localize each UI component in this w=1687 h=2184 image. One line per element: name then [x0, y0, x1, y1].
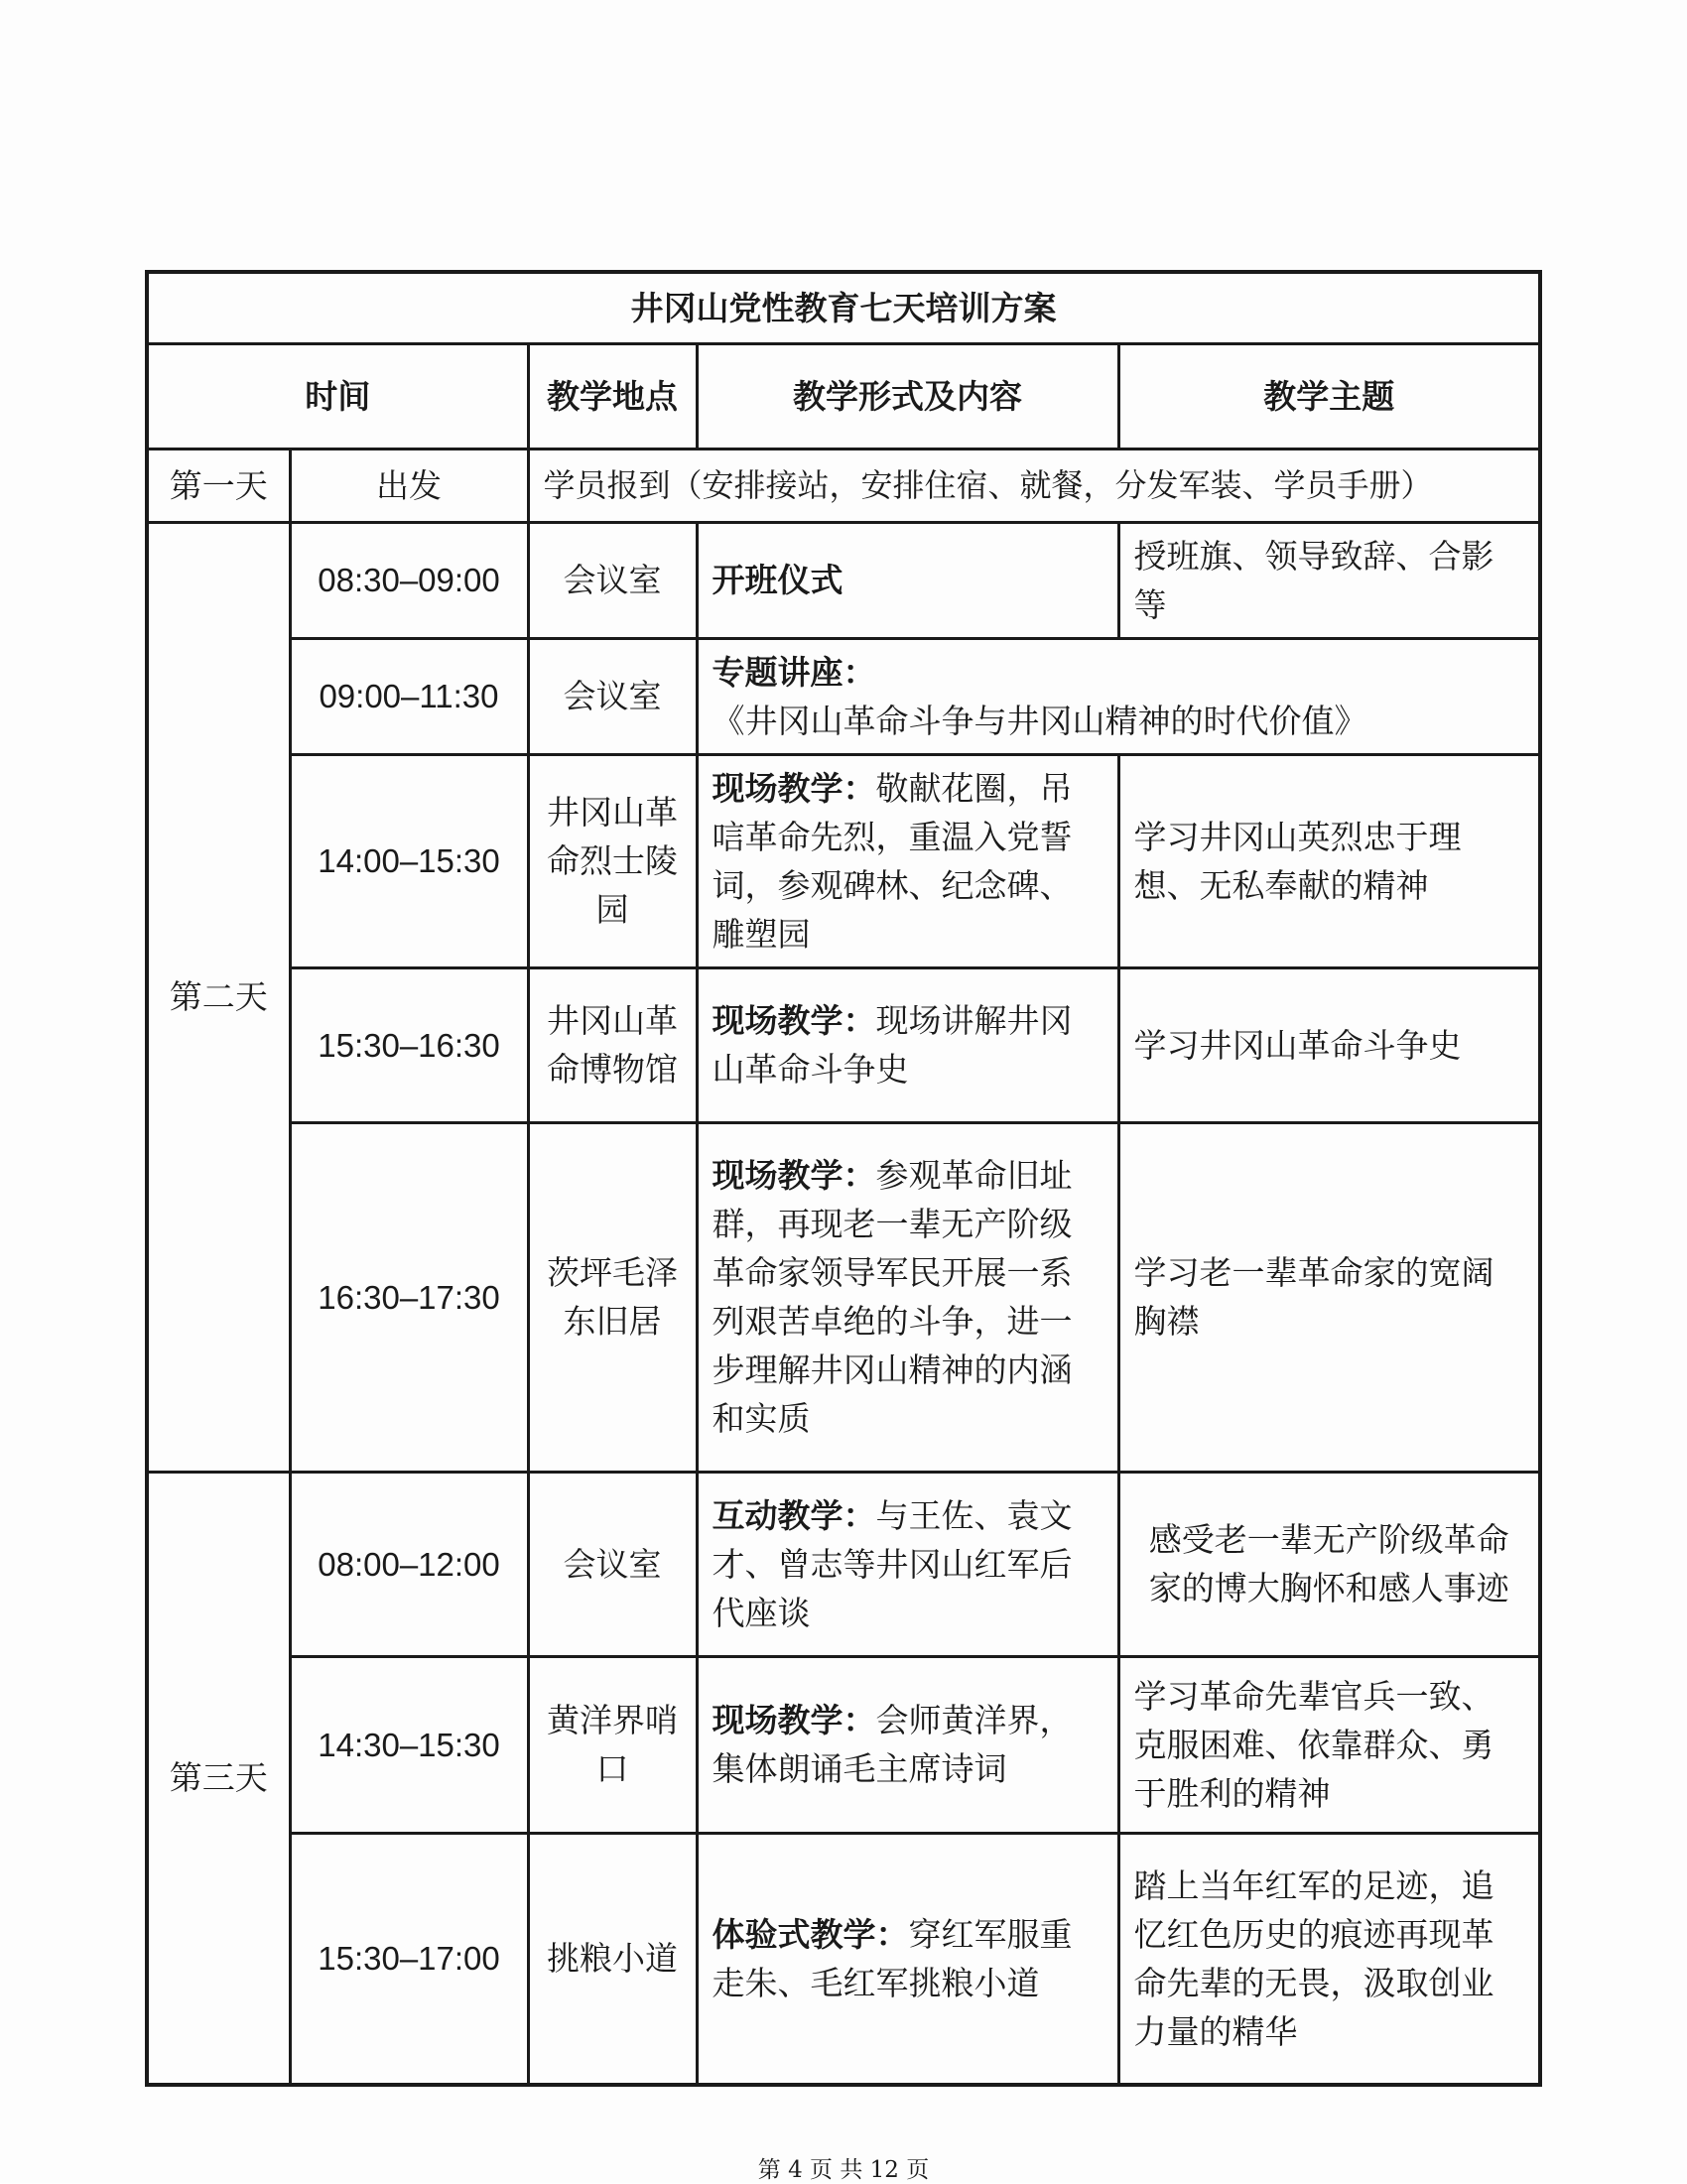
- title-row: [147, 272, 1540, 343]
- table-row: [147, 449, 1540, 522]
- form-text: 现场讲解井冈山革命斗争史: [712, 1001, 1073, 1089]
- content-cell: 学员报到（安排接站，安排住宿、就餐，分发军装、学员手册）: [528, 449, 1540, 522]
- form-label: 现场教学：: [712, 1001, 876, 1040]
- theme-cell: 踏上当年红军的足迹，追忆红色历史的痕迹再现革命先辈的无畏，汲取创业力量的精华: [1118, 1833, 1540, 2085]
- form-cell: [697, 522, 1118, 638]
- time-cell: 09:00–11:30: [290, 638, 528, 754]
- form-text: 会师黄洋界，集体朗诵毛主席诗词: [712, 1701, 1073, 1788]
- theme-cell: 授班旗、领导致辞、合影等: [1118, 522, 1540, 638]
- form-text: 穿红军服重走朱、毛红军挑粮小道: [712, 1914, 1073, 2002]
- form-cell: [697, 638, 1540, 754]
- form-label: 互动教学：: [712, 1495, 876, 1535]
- location-cell: 茨坪毛泽东旧居: [528, 1122, 697, 1472]
- location-cell: 会议室: [528, 522, 697, 638]
- training-plan-table: [145, 270, 1542, 2087]
- theme-cell: 学习井冈山革命斗争史: [1118, 967, 1540, 1122]
- table-row: [147, 1122, 1540, 1472]
- location-cell: 会议室: [528, 638, 697, 754]
- table-row: [147, 754, 1540, 967]
- table-title: 井冈山党性教育七天培训方案: [147, 272, 1540, 343]
- form-label: 现场教学：: [712, 1701, 876, 1739]
- form-cell: [697, 1472, 1118, 1656]
- table-row: [147, 1472, 1540, 1656]
- day-label: 第一天: [147, 449, 290, 522]
- location-cell: 井冈山革命博物馆: [528, 967, 697, 1122]
- table-row: [147, 638, 1540, 754]
- form-cell: [697, 1833, 1118, 2085]
- form-label: 开班仪式: [712, 561, 844, 599]
- form-cell: [697, 754, 1118, 967]
- form-label: 现场教学：: [712, 1156, 876, 1195]
- location-cell: 会议室: [528, 1472, 697, 1656]
- time-cell: 14:00–15:30: [290, 754, 528, 967]
- table-row: [147, 522, 1540, 638]
- theme-cell: 感受老一辈无产阶级革命家的博大胸怀和感人事迹: [1118, 1472, 1540, 1656]
- header-location: 教学地点: [528, 343, 697, 449]
- time-cell: 16:30–17:30: [290, 1122, 528, 1472]
- time-cell: 08:30–09:00: [290, 522, 528, 638]
- header-time: 时间: [147, 343, 528, 449]
- form-text: 参观革命旧址群，再现老一辈无产阶级革命家领导军民开展一系列艰苦卓绝的斗争，进一步理解井冈山精神的内涵和实质: [712, 1156, 1073, 1438]
- header-form: 教学形式及内容: [697, 343, 1118, 449]
- header-row: [147, 343, 1540, 449]
- form-cell: [697, 1656, 1118, 1833]
- table-row: [147, 1656, 1540, 1833]
- time-cell: 08:00–12:00: [290, 1472, 528, 1656]
- location-cell: 井冈山革命烈士陵园: [528, 754, 697, 967]
- time-cell: 15:30–17:00: [290, 1833, 528, 2085]
- page-footer: 第 4 页 共 12 页: [757, 2157, 930, 2183]
- location-cell: 挑粮小道: [528, 1833, 697, 2085]
- theme-cell: 学习老一辈革命家的宽阔胸襟: [1118, 1122, 1540, 1472]
- form-label: 专题讲座：: [712, 652, 876, 692]
- form-cell: [697, 1122, 1118, 1472]
- time-cell: 出发: [290, 449, 528, 522]
- form-label: 现场教学：: [712, 768, 876, 808]
- form-cell: [697, 967, 1118, 1122]
- form-text: 敬献花圈，吊唁革命先烈，重温入党誓词，参观碑林、纪念碑、雕塑园: [712, 768, 1073, 954]
- time-cell: 15:30–16:30: [290, 967, 528, 1122]
- location-cell: 黄洋界哨口: [528, 1656, 697, 1833]
- theme-cell: 学习井冈山英烈忠于理想、无私奉献的精神: [1118, 754, 1540, 967]
- form-label: 体验式教学：: [712, 1914, 909, 1954]
- time-cell: 14:30–15:30: [290, 1656, 528, 1833]
- day-label: 第三天: [147, 1472, 290, 2085]
- table-row: [147, 967, 1540, 1122]
- day-label: 第二天: [147, 522, 290, 1472]
- theme-cell: 学习革命先辈官兵一致、克服困难、依靠群众、勇于胜利的精神: [1118, 1656, 1540, 1833]
- header-theme: 教学主题: [1118, 343, 1540, 449]
- form-text: 《井冈山革命斗争与井冈山精神的时代价值》: [712, 701, 1367, 740]
- table-row: [147, 1833, 1540, 2085]
- form-text: 与王佐、袁文才、曾志等井冈山红军后代座谈: [712, 1495, 1073, 1632]
